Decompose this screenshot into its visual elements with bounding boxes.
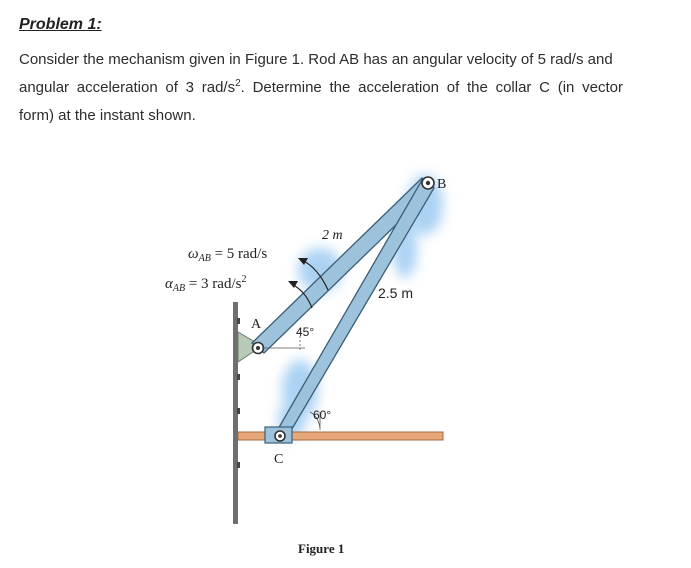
pin-c-center [278,434,282,438]
statement-line-2-start: angular acceleration of 3 rad/s [19,79,236,96]
statement-line-2-end: . Determine the acceleration of the collar C (in vector [240,79,623,96]
omega-value: = 5 rad/s [210,246,268,262]
omega-symbol: ω [188,246,199,262]
omega-subscript: AB [198,253,211,264]
statement-line-3: form) at the instant shown. [19,107,196,124]
pin-b-center [426,181,430,185]
figure-caption: Figure 1 [298,541,345,556]
statement-superscript: 2 [235,78,241,89]
length-bc-label: 2.5 m [378,285,414,301]
omega-label [188,246,267,264]
label-point-c: C [274,452,284,467]
alpha-superscript: 2 [241,274,247,285]
statement-line-1: Consider the mechanism given in Figure 1. Rod AB has an angular velocity of 5 rad/s and [19,51,613,68]
alpha-label [165,274,246,294]
alpha-value: = 3 rad/s [185,276,242,292]
alpha-subscript: AB [172,283,186,294]
length-ab-label: 2 m [322,228,343,243]
alpha-symbol: α [165,276,173,292]
angle-45-label: 45° [296,325,315,339]
angle-60-label: 60° [313,408,332,422]
label-point-a: A [251,317,262,332]
label-point-b: B [437,177,447,192]
pin-a-center [256,346,260,350]
problem-title: Problem 1: [19,16,102,33]
